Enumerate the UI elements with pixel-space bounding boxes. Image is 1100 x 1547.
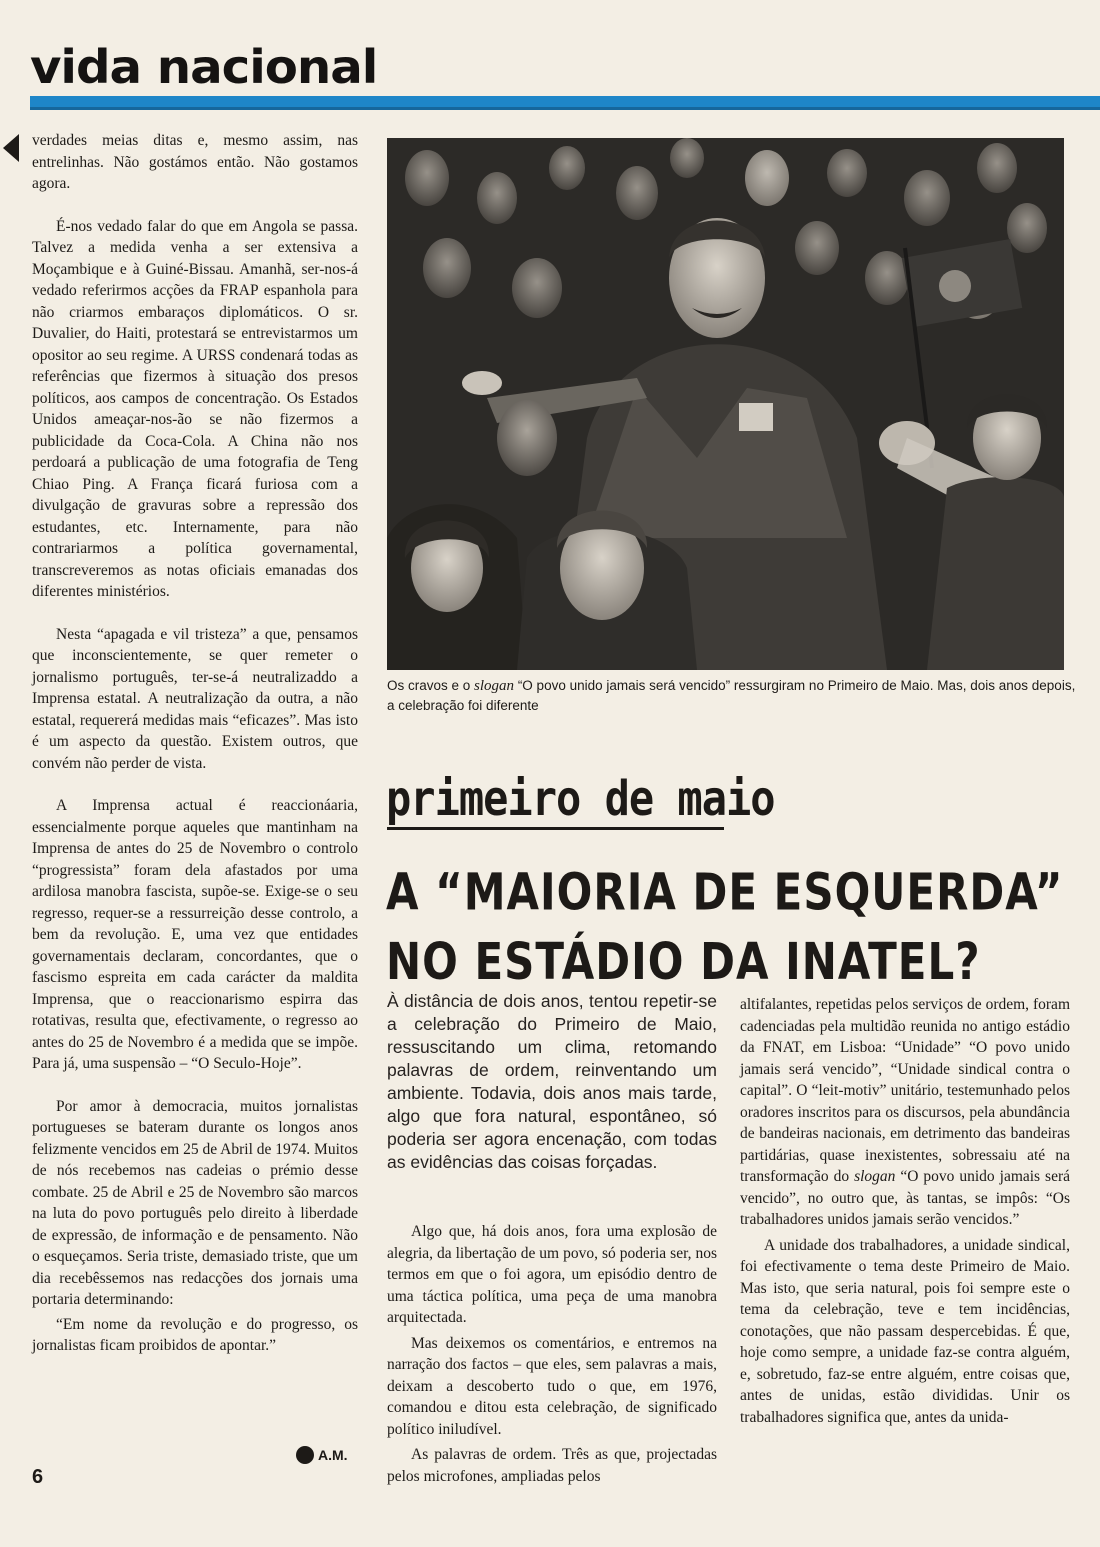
headline-line: NO ESTÁDIO DA INATEL? (386, 932, 981, 992)
body-paragraph (740, 994, 1070, 1231)
left-column (32, 130, 358, 1357)
crowd-photo-illustration (387, 138, 1064, 670)
section-title: vida nacional (30, 40, 378, 94)
caption-italic: slogan (474, 678, 515, 694)
photo-caption (387, 676, 1077, 715)
body-paragraph: Mas deixemos os comentários, e entremos na narração dos factos – que eles, sem palavras a mais, deixam a descoberto tudo o que, em 1976, comandou e ditou esta celebração, de significado político iniludível. (387, 1334, 717, 1438)
crowd-photo (387, 138, 1064, 670)
body-text: altifalantes, repetidas pelos serviços de ordem, foram cadenciadas pela multidão reunida no antigo estádio da FNAT, em Lisboa: “Unidade” “O povo unido jamais será vencido”, “Unidade sindical contra o capital”. O “leit-motiv” unitário, testemunhado pelos oradores inscritos para os discursos, pela abundância de bandeiras nacionais, em detrimento das bandeiras partidárias, quase inexistentes, sobressaiu até na transformação do (740, 996, 1070, 1185)
body-paragraph: A unidade dos trabalhadores, a unidade sindical, foi efectivamente o tema deste Primeiro de Maio. Mas isto, que seria natural, pois foi sempre este o tema da celebração, teve e tem incidências, conotações, que não passam despercebidas. É que, hoje como sempre, a unidade faz-se contra alguém, e, sobretudo, faz-se entre alguém, entre coisas que, antes de unidas, estão divididas. Unir os trabalhadores significa que, antes da unida- (740, 1236, 1070, 1426)
author-initials: A.M. (318, 1447, 348, 1463)
author-signature (296, 1446, 348, 1464)
left-paragraph: A Imprensa actual é reaccionáaria, essencialmente porque aqueles que mantinham na Imprensa de antes do 25 de Novembro o controlo “progressista” foram dela afastados por uma ardilosa manobra fascista, supõe-se. Exige-se o seu regresso, requer-se a ressurreição desse controlo, a bem da revolução. E, uma vez que entidades governamentais declaram, concordantes, que o fascismo espreita em cada carácter da maldita Imprensa, que o reaccionarismo espirra das rotativas, resulta que, efectivamente, o regresso ao antes do 25 de Novembro é a medida que se impõe. Para já, uma suspensão – “O Seculo-Hoje”. (32, 797, 358, 1072)
page-number: 6 (32, 1466, 44, 1488)
left-paragraph: Nesta “apagada e vil tristeza” a que, pensamos que inconscientemente, se quer remeter o jornalismo português, ter-se-á neutralizaddo a Imprensa estatal. A neutralização da outra, a não estatal, requererá medidas mais “eficazes”. Mas isto é um aspecto da questão. Existem outros, que convém não perder de vista. (32, 625, 358, 772)
left-quote: “Em nome da revolução e do progresso, os jornalistas ficam proibidos de apontar.” (32, 1315, 358, 1354)
body-text: “O povo unido jamais será vencido”, no outro que, às tantas, se impôs: “Os trabalhadores unidos jamais serão vencidos.” (740, 1168, 1071, 1228)
body-italic: slogan (854, 1168, 896, 1185)
kicker-underline (387, 827, 724, 830)
signature-dot-icon (296, 1446, 314, 1464)
section-accent-bar (30, 96, 1100, 110)
caption-text: Os cravos e o (387, 678, 475, 693)
caption-text: “O povo unido jamais será vencido” ressurgiram no Primeiro de Maio. Mas, dois anos depois, a celebração foi diferente (387, 678, 1076, 713)
left-paragraph: verdades meias ditas e, mesmo assim, nas entrelinhas. Não gostámos então. Não gostamos agora. (32, 132, 358, 192)
article-kicker: primeiro de maio (386, 770, 775, 827)
left-paragraph: Por amor à democracia, muitos jornalistas portugueses se bateram durante os longos anos felizmente vencidos em 25 de Abril de 1974. Muitos de nós recebemos nas cadeias o prémio desse combate. 25 de Abril e 25 de Novembro são marcos na luta do povo português pelo direito à liberdade de expressão, de informação e de pensamento. Não o esqueçamos. Seria triste, demasiado triste, que um dia recebêssemos nas redacções dos jornais uma portaria determinando: (32, 1097, 358, 1308)
continuation-arrow-icon (3, 134, 19, 162)
article-lead: À distância de dois anos, tentou repetir-se a celebração do Primeiro de Maio, ressuscitando um clima, retomando palavras de ordem, reinventando um ambiente. Todavia, dois anos mais tarde, algo que fora natural, espontâneo, só poderia ser agora encenação, com todas as evidências das coisas forçadas. (387, 991, 717, 1172)
left-paragraph: É-nos vedado falar do que em Angola se passa. Talvez a medida venha a ser extensiva a Moçambique e à Guiné-Bissau. Amanhã, ser-nos-á vedado referirmos acções da FRAP espanhola para não criarmos embaraços diplomáticos. O sr. Duvalier, do Haiti, protestará se entrevistarmos um opositor ao seu regime. A URSS condenará todas as referências que fizermos à situação dos presos políticos, aos campos de concentração. Os Estados Unidos ameaçar-nos-ão se não fizermos a publicidade da Coca-Cola. A China não nos perdoará a publicação de uma fotografia de Teng Chiao Ping. A França ficará furiosa com a divulgação de gravuras sobre a repressão dos estudantes, etc. Internamente, para não contrariarmos a política governamental, transcreveremos as notas oficiais emanadas dos diferentes ministérios. (32, 217, 358, 600)
article-body-middle (387, 1221, 717, 1491)
body-paragraph: As palavras de ordem. Três as que, projectadas pelos microfones, ampliadas pelos (387, 1446, 717, 1485)
article-body-right (740, 994, 1070, 1432)
headline-line: A “MAIORIA DE ESQUERDA” (386, 862, 1064, 922)
body-paragraph: Algo que, há dois anos, fora uma explosão de alegria, da libertação de um povo, só poderia ser, nos termos em que o foi agora, um episódio dentro de uma táctica política, uma peça de uma manobra arquitectada. (387, 1223, 717, 1326)
article-headline (386, 858, 1086, 997)
